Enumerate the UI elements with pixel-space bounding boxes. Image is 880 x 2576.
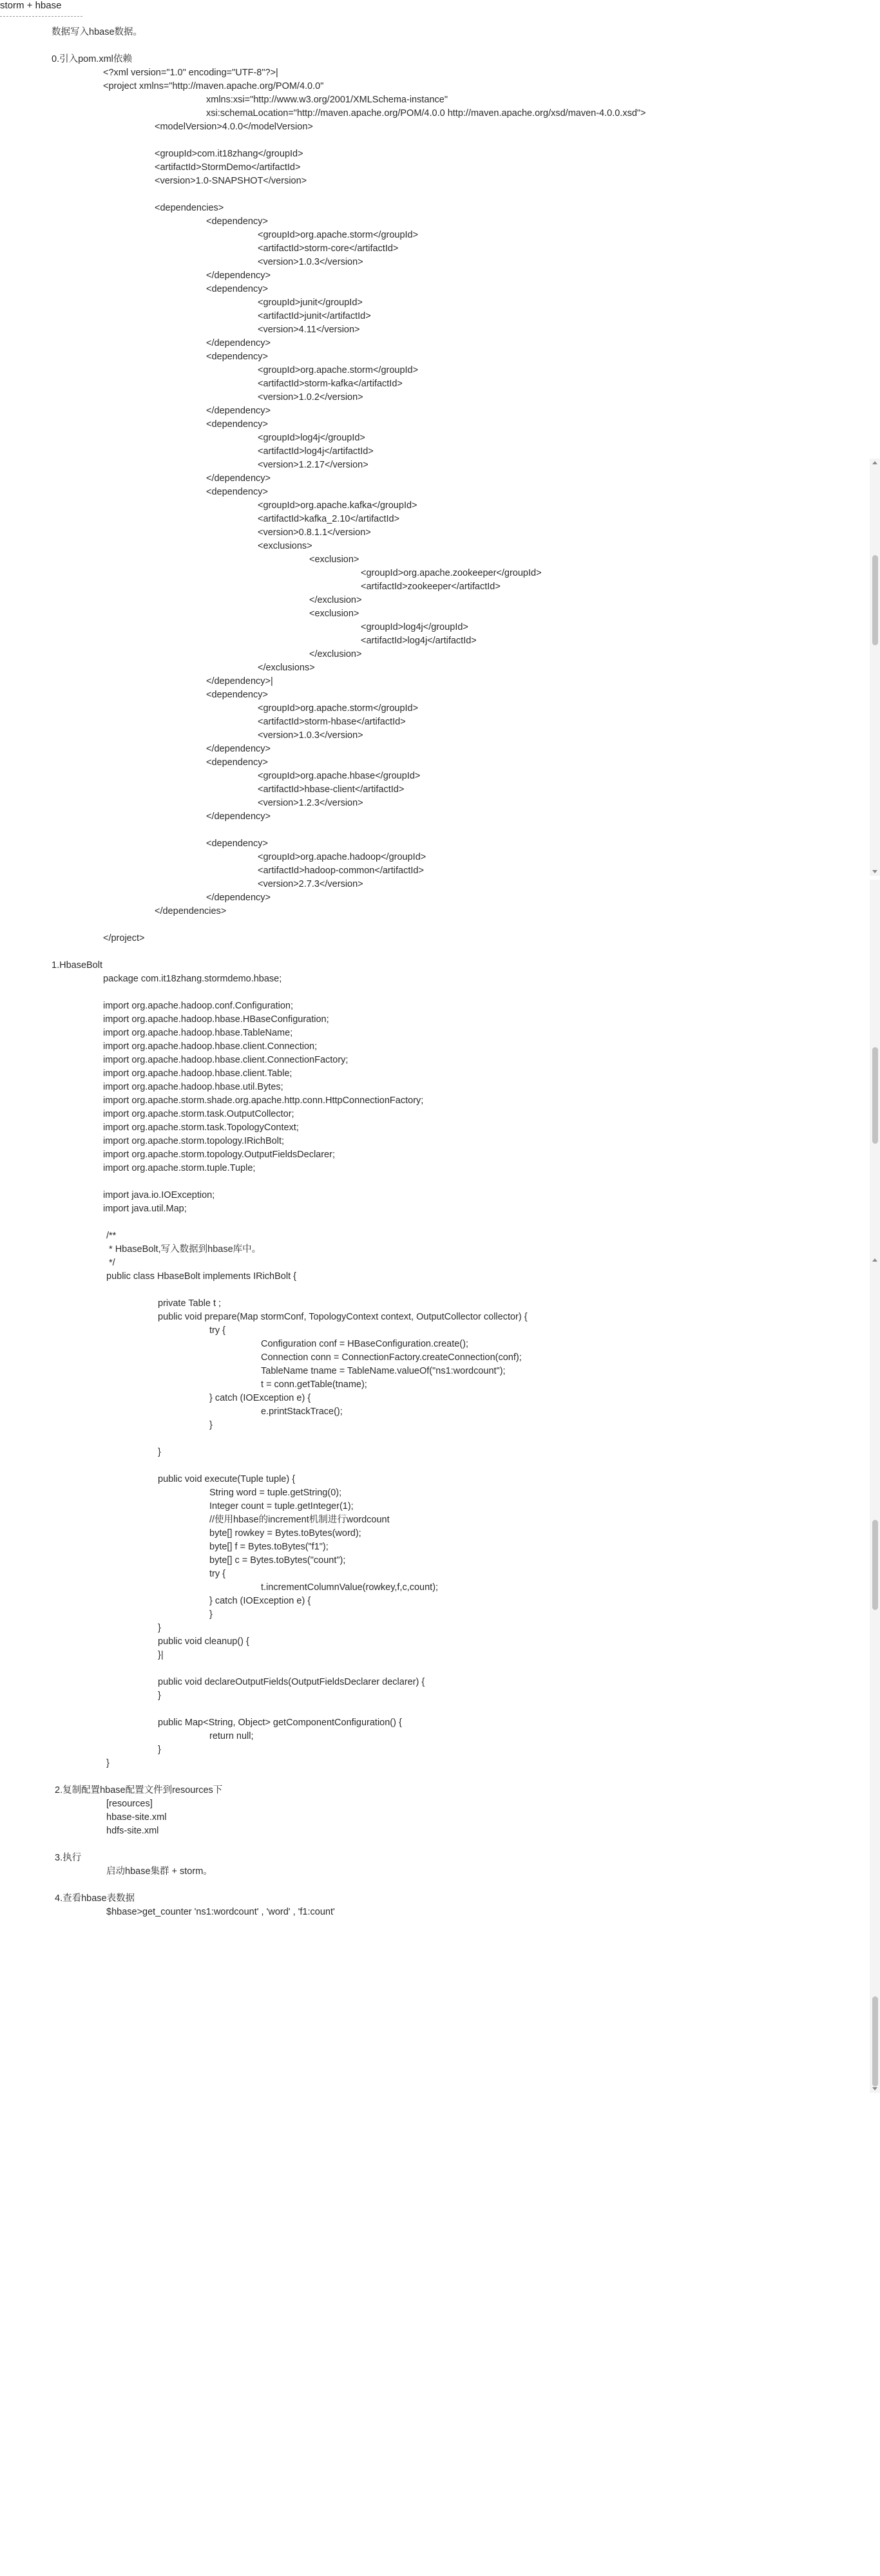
- scrollbar-1[interactable]: [870, 459, 880, 876]
- text-line: */: [106, 1258, 115, 1268]
- text-line: <version>1.2.3</version>: [258, 798, 363, 808]
- text-line: Configuration conf = HBaseConfiguration.create();: [261, 1339, 468, 1349]
- text-line: byte[] c = Bytes.toBytes("count");: [209, 1555, 346, 1566]
- text-line: public void prepare(Map stormConf, TopologyContext context, OutputCollector collector) {: [158, 1312, 528, 1322]
- text-line: try {: [209, 1569, 225, 1579]
- text-line: byte[] f = Bytes.toBytes("f1");: [209, 1542, 329, 1552]
- text-line: <version>1.2.17</version>: [258, 460, 368, 470]
- text-line: </dependency>: [206, 744, 271, 754]
- text-line: <artifactId>hbase-client</artifactId>: [258, 784, 405, 795]
- text-line: <artifactId>log4j</artifactId>: [361, 636, 477, 646]
- text-line: 1.HbaseBolt: [52, 960, 102, 971]
- scroll-up-icon[interactable]: [872, 461, 877, 464]
- text-line: <version>1.0-SNAPSHOT</version>: [155, 176, 307, 186]
- text-line: <?xml version="1.0" encoding="UTF-8"?>|: [103, 68, 278, 78]
- text-line: <groupId>junit</groupId>: [258, 298, 363, 308]
- text-line: <artifactId>storm-core</artifactId>: [258, 243, 399, 254]
- text-line: <groupId>org.apache.kafka</groupId>: [258, 500, 417, 511]
- text-line: <groupId>org.apache.hadoop</groupId>: [258, 852, 426, 862]
- text-line: <dependency>: [206, 419, 268, 430]
- text-line: import org.apache.hadoop.hbase.client.ConnectionFactory;: [103, 1055, 349, 1065]
- scroll-thumb[interactable]: [872, 555, 878, 645]
- text-line: <dependency>: [206, 690, 268, 700]
- text-line: import org.apache.hadoop.hbase.TableName;: [103, 1028, 293, 1038]
- text-line: <groupId>org.apache.hbase</groupId>: [258, 771, 421, 781]
- text-line: 3.执行: [55, 1853, 82, 1863]
- text-line: hdfs-site.xml: [106, 1826, 159, 1836]
- text-line: /**: [106, 1231, 117, 1241]
- text-line: <dependencies>: [155, 203, 224, 213]
- text-line: <groupId>com.it18zhang</groupId>: [155, 149, 303, 159]
- text-line: </exclusion>: [309, 595, 362, 605]
- scroll-thumb[interactable]: [872, 1047, 878, 1144]
- text-line: xsi:schemaLocation="http://maven.apache.org/POM/4.0.0 http://maven.apache.org/xsd/maven-4.0.0.xsd">: [206, 108, 646, 118]
- text-line: </exclusions>: [258, 663, 315, 673]
- text-line: try {: [209, 1325, 225, 1336]
- text-line: <groupId>org.apache.storm</groupId>: [258, 230, 419, 240]
- scroll-thumb[interactable]: [872, 1520, 878, 1610]
- text-line: <dependency>: [206, 757, 268, 768]
- text-line: import java.util.Map;: [103, 1204, 187, 1214]
- text-line: }: [158, 1690, 161, 1701]
- text-line: </dependency>: [206, 270, 271, 281]
- text-line: <groupId>org.apache.storm</groupId>: [258, 365, 419, 375]
- text-line: <artifactId>junit</artifactId>: [258, 311, 371, 321]
- text-line: </dependency>: [206, 811, 271, 822]
- text-line: <artifactId>StormDemo</artifactId>: [155, 162, 301, 173]
- text-line: <groupId>org.apache.storm</groupId>: [258, 703, 419, 714]
- text-line: } catch (IOException e) {: [209, 1393, 311, 1403]
- text-line: </dependencies>: [155, 906, 227, 916]
- text-line: <dependency>: [206, 216, 268, 227]
- text-line: }: [106, 1758, 110, 1768]
- text-line: t.incrementColumnValue(rowkey,f,c,count);: [261, 1582, 439, 1593]
- text-line: }|: [158, 1650, 164, 1660]
- scrollbar-3[interactable]: [870, 1256, 880, 2093]
- text-line: }: [158, 1447, 161, 1457]
- text-line: <exclusion>: [309, 554, 359, 565]
- text-line: <version>1.0.2</version>: [258, 392, 363, 402]
- text-line: <artifactId>storm-kafka</artifactId>: [258, 379, 403, 389]
- text-line: public void cleanup() {: [158, 1636, 249, 1647]
- text-line: [resources]: [106, 1799, 153, 1809]
- text-line: public void execute(Tuple tuple) {: [158, 1474, 296, 1484]
- text-line: import org.apache.storm.topology.OutputFieldsDeclarer;: [103, 1150, 335, 1160]
- text-line: <artifactId>log4j</artifactId>: [258, 446, 374, 457]
- text-line: import org.apache.storm.task.OutputCollector;: [103, 1109, 294, 1119]
- text-line: </dependency>|: [206, 676, 273, 687]
- text-line: <modelVersion>4.0.0</modelVersion>: [155, 122, 313, 132]
- text-line: hbase-site.xml: [106, 1812, 167, 1823]
- text-line: <exclusion>: [309, 609, 359, 619]
- text-line: </dependency>: [206, 338, 271, 348]
- text-line: <dependency>: [206, 487, 268, 497]
- text-line: <artifactId>storm-hbase</artifactId>: [258, 717, 406, 727]
- text-line: import org.apache.hadoop.hbase.client.Connection;: [103, 1041, 318, 1052]
- text-line: $hbase>get_counter 'ns1:wordcount' , 'word' , 'f1:count': [106, 1907, 335, 1917]
- text-line: import org.apache.storm.task.TopologyContext;: [103, 1122, 299, 1133]
- text-line: import org.apache.hadoop.hbase.util.Bytes;: [103, 1082, 283, 1092]
- text-line: <exclusions>: [258, 541, 312, 551]
- text-line: public class HbaseBolt implements IRichBolt {: [106, 1271, 296, 1282]
- text-line: <artifactId>kafka_2.10</artifactId>: [258, 514, 400, 524]
- text-line: <groupId>log4j</groupId>: [361, 622, 468, 632]
- text-line: <groupId>org.apache.zookeeper</groupId>: [361, 568, 542, 578]
- text-line: <version>1.0.3</version>: [258, 257, 363, 267]
- text-line: }: [158, 1623, 161, 1633]
- text-line: </dependency>: [206, 473, 271, 484]
- text-line: import org.apache.hadoop.conf.Configuration;: [103, 1001, 294, 1011]
- text-line: public Map<String, Object> getComponentConfiguration() {: [158, 1718, 402, 1728]
- text-line: }: [209, 1609, 213, 1620]
- text-line: import java.io.IOException;: [103, 1190, 215, 1200]
- text-line: <project xmlns="http://maven.apache.org/POM/4.0.0": [103, 81, 324, 91]
- text-line: import org.apache.storm.tuple.Tuple;: [103, 1163, 256, 1173]
- text-line: <dependency>: [206, 838, 268, 849]
- text-line: <version>2.7.3</version>: [258, 879, 363, 889]
- text-line: <artifactId>zookeeper</artifactId>: [361, 582, 501, 592]
- text-line: </dependency>: [206, 406, 271, 416]
- text-line: </project>: [103, 933, 145, 943]
- text-line: package com.it18zhang.stormdemo.hbase;: [103, 974, 282, 984]
- text-line: return null;: [209, 1731, 254, 1741]
- text-line: 0.引入pom.xml依赖: [52, 54, 132, 64]
- scroll-down-icon[interactable]: [872, 2087, 877, 2090]
- text-line: <version>0.8.1.1</version>: [258, 527, 371, 538]
- scroll-up-icon[interactable]: [872, 1258, 877, 1262]
- text-line: <dependency>: [206, 284, 268, 294]
- text-line: import org.apache.hadoop.hbase.client.Table;: [103, 1068, 292, 1079]
- text-line: } catch (IOException e) {: [209, 1596, 311, 1606]
- text-line: import org.apache.storm.topology.IRichBolt;: [103, 1136, 285, 1146]
- text-line: <version>1.0.3</version>: [258, 730, 363, 741]
- text-line: private Table t ;: [158, 1298, 222, 1309]
- text-line: 2.复制配置hbase配置文件到resources下: [55, 1785, 223, 1795]
- text-line: 4.查看hbase表数据: [55, 1893, 135, 1904]
- text-line: <artifactId>hadoop-common</artifactId>: [258, 866, 424, 876]
- text-line: byte[] rowkey = Bytes.toBytes(word);: [209, 1528, 361, 1539]
- scrollbar-2[interactable]: [870, 880, 880, 1256]
- text-line: t = conn.getTable(tname);: [261, 1379, 367, 1390]
- text-line: import org.apache.hadoop.hbase.HBaseConfiguration;: [103, 1014, 329, 1025]
- text-line: Integer count = tuple.getInteger(1);: [209, 1501, 354, 1511]
- text-line: <version>4.11</version>: [258, 325, 360, 335]
- text-line: public void declareOutputFields(OutputFieldsDeclarer declarer) {: [158, 1677, 425, 1687]
- text-line: <groupId>log4j</groupId>: [258, 433, 365, 443]
- text-line: }: [209, 1420, 213, 1430]
- text-line: }: [158, 1745, 161, 1755]
- text-line: import org.apache.storm.shade.org.apache.http.conn.HttpConnectionFactory;: [103, 1095, 424, 1106]
- text-line: <dependency>: [206, 352, 268, 362]
- text-line: //使用hbase的increment机制进行wordcount: [209, 1515, 390, 1525]
- scroll-down-icon[interactable]: [872, 870, 877, 873]
- text-line: </dependency>: [206, 893, 271, 903]
- text-line: * HbaseBolt,写入数据到hbase库中。: [106, 1244, 262, 1255]
- text-line: 数据写入hbase数据。: [52, 27, 143, 37]
- text-line: xmlns:xsi="http://www.w3.org/2001/XMLSchema-instance": [206, 95, 448, 105]
- text-line: e.printStackTrace();: [261, 1406, 343, 1417]
- text-line: TableName tname = TableName.valueOf("ns1:wordcount");: [261, 1366, 506, 1376]
- page-title: storm + hbase: [0, 0, 62, 11]
- text-line: String word = tuple.getString(0);: [209, 1488, 342, 1498]
- text-line: </exclusion>: [309, 649, 362, 659]
- scroll-thumb[interactable]: [872, 1996, 878, 2087]
- title-separator: [0, 16, 82, 17]
- text-line: Connection conn = ConnectionFactory.createConnection(conf);: [261, 1352, 522, 1363]
- text-line: 启动hbase集群 + storm。: [106, 1866, 213, 1877]
